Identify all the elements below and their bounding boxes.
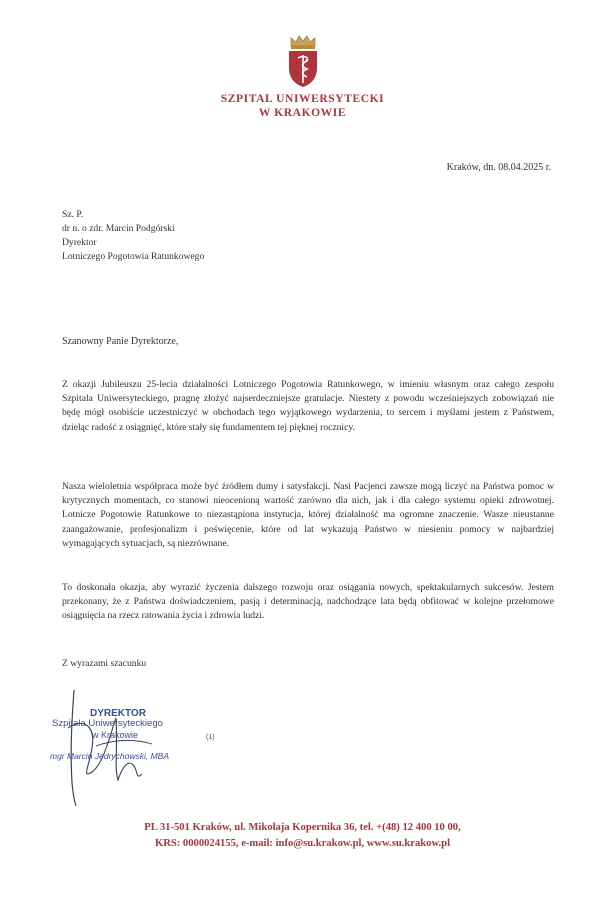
- signature-block: [52, 688, 252, 808]
- closing-phrase: Z wyrazami szacunku: [62, 658, 147, 669]
- recipient-line: dr n. o zdr. Marcin Podgórski: [62, 223, 175, 234]
- footer-address: PL 31-501 Kraków, ul. Mikołaja Kopernika 36, tel. +(48) 12 400 10 00,: [144, 822, 461, 833]
- hospital-name: [0, 92, 605, 120]
- handwritten-signature: [52, 688, 252, 808]
- hospital-name-line1: SZPITAL UNIWERSYTECKI: [220, 93, 385, 105]
- crown-shield-caduceus-icon: [286, 34, 320, 88]
- body-paragraph-1: Z okazji Jubileuszu 25-lecia działalności Lotniczego Pogotowia Ratunkowego, w imieniu własnym oraz całego zespołu Szpitala Uniwersyteckiego, pragnę złożyć najserdeczniejsze gratulacje. Niestety z powodu wcześniejszych zobowiązań nie będę mógł osobiście uczestniczyć w obchodach tego wyjątkowego wydarzenia, to sercem i myślami jestem z Państwem, dzieląc radość z osiągnięć, które stały się fundamentem tej pięknej rocznicy.: [62, 379, 554, 433]
- stamp-organization: Szpitala Uniwersyteckiego: [52, 718, 163, 729]
- recipient-line: Lotniczego Pogotowia Ratunkowego: [62, 251, 205, 262]
- recipient-line: Dyrektor: [62, 237, 97, 248]
- letter-footer: [0, 820, 605, 852]
- stamp-title: DYREKTOR: [90, 708, 146, 719]
- letter-date: Kraków, dn. 08.04.2025 r.: [446, 162, 551, 173]
- body-paragraph-3: To doskonała okazja, aby wyrazić życzenia dalszego rozwoju oraz osiągania nowych, spektakularnych sukcesów. Jestem przekonany, że z Państwa doświadczeniem, pasją i determinacją, nadchodzące lata będą obfitować w kolejne przełomowe osiągnięcia na rzecz ratowania życia i zdrowia ludzi.: [62, 582, 554, 622]
- footer-contact: KRS: 0000024155, e-mail: info@su.krakow.pl, www.su.krakow.pl: [154, 838, 451, 849]
- salutation: Szanowny Panie Dyrektorze,: [62, 336, 179, 347]
- body-paragraph-2: Nasza wieloletnia współpraca może być źródłem dumy i satysfakcji. Nasi Pacjenci zawsze mogą liczyć na Państwa pomoc w krytycznych momentach, co stanowi nieocenioną wartość zarówno dla nich, jak i dla całego systemu opieki zdrowotnej. Lotnicze Pogotowie Ratunkowe to niezastąpiona instytucja, której działalność ma ogromne znaczenie. Wasze nieustanne zaangażowanie, profesjonalizm i poświęcenie, które od lat wykazują Państwo w niesieniu pomocy w najbardziej wymagających sytuacjach, są niezrównane.: [62, 481, 554, 549]
- stamp-signatory-name: mgr Marcin Jędrychowski, MBA: [50, 751, 170, 761]
- hospital-name-line2: W KRAKOWIE: [258, 107, 347, 119]
- recipient-line: Sz. P.: [62, 209, 84, 220]
- hospital-logo: [0, 34, 605, 88]
- recipient-address: [62, 208, 204, 264]
- stamp-number: (1): [206, 734, 215, 741]
- stamp-city: w Krakowie: [92, 730, 139, 740]
